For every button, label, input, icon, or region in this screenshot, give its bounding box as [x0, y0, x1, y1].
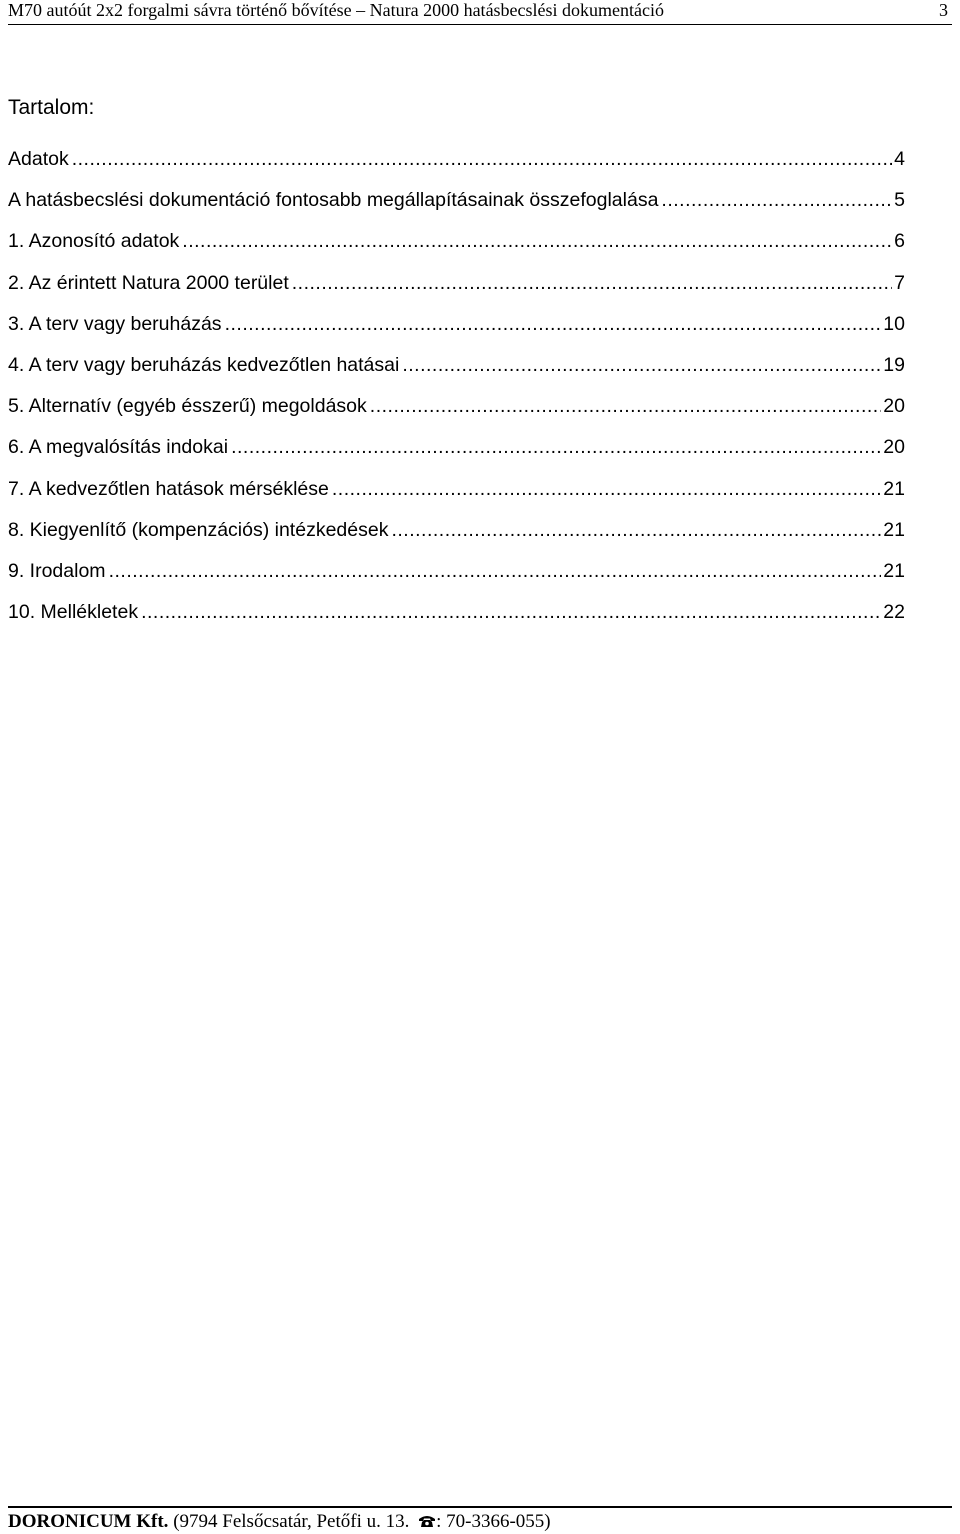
toc-leader-dots	[225, 313, 882, 336]
telephone-icon	[418, 1512, 436, 1526]
company-name: DORONICUM Kft.	[8, 1511, 169, 1532]
toc-entry-label: 10. Mellékletek	[8, 601, 139, 624]
toc-entry-page: 7	[894, 271, 905, 294]
toc-entry-page: 21	[883, 477, 905, 500]
toc-entry[interactable]	[8, 354, 905, 395]
toc-leader-dots	[182, 230, 892, 253]
toc-entry[interactable]	[8, 230, 905, 271]
toc-entry-label: 2. Az érintett Natura 2000 terület	[8, 271, 289, 294]
page-footer	[8, 1506, 952, 1533]
table-of-contents	[8, 148, 905, 642]
toc-entry[interactable]	[8, 189, 905, 230]
toc-entry-label: 6. A megvalósítás indokai	[8, 436, 229, 459]
toc-leader-dots	[292, 272, 892, 295]
toc-entry-page: 5	[894, 189, 905, 212]
toc-leader-dots	[332, 478, 881, 501]
toc-entry-label: 4. A terv vagy beruházás kedvezőtlen hatásai	[8, 353, 400, 376]
toc-entry-label: 8. Kiegyenlítő (kompenzációs) intézkedések	[8, 518, 389, 541]
toc-entry[interactable]	[8, 519, 905, 560]
company-address: (9794 Felsőcsatár, Petőfi u. 13.	[173, 1511, 410, 1532]
toc-entry-page: 21	[883, 559, 905, 582]
toc-entry[interactable]	[8, 395, 905, 436]
toc-entry-label: A hatásbecslési dokumentáció fontosabb megállapításainak összefoglalása	[8, 189, 659, 212]
toc-entry[interactable]	[8, 313, 905, 354]
toc-heading: Tartalom:	[8, 96, 95, 119]
toc-entry-label: 5. Alternatív (egyéb ésszerű) megoldások	[8, 395, 367, 418]
toc-leader-dots	[141, 601, 881, 624]
toc-entry-label: 7. A kedvezőtlen hatások mérséklése	[8, 477, 329, 500]
toc-leader-dots	[72, 148, 892, 171]
toc-entry-page: 19	[883, 353, 905, 376]
toc-leader-dots	[109, 560, 882, 583]
company-phone: : 70-3366-055)	[436, 1511, 551, 1532]
toc-entry[interactable]	[8, 148, 905, 189]
toc-entry[interactable]	[8, 601, 905, 642]
page-number: 3	[939, 0, 948, 20]
page-header	[8, 0, 952, 25]
toc-entry[interactable]	[8, 478, 905, 519]
toc-entry-label: Adatok	[8, 148, 69, 170]
document-title: M70 autóút 2x2 forgalmi sávra történő bővítése – Natura 2000 hatásbecslési dokumentáció	[8, 0, 665, 20]
toc-entry-page: 20	[883, 436, 905, 459]
toc-entry[interactable]	[8, 436, 905, 477]
toc-entry-page: 4	[894, 148, 905, 170]
toc-leader-dots	[370, 395, 882, 418]
toc-leader-dots	[231, 436, 881, 459]
toc-entry-page: 22	[883, 601, 905, 624]
toc-leader-dots	[402, 354, 881, 377]
toc-entry-page: 10	[883, 312, 905, 335]
toc-entry-label: 9. Irodalom	[8, 559, 106, 582]
toc-entry-page: 21	[883, 518, 905, 541]
toc-entry-label: 1. Azonosító adatok	[8, 230, 180, 253]
toc-entry-page: 20	[883, 395, 905, 418]
toc-leader-dots	[391, 519, 881, 542]
toc-entry-page: 6	[894, 230, 905, 253]
toc-leader-dots	[661, 189, 892, 212]
toc-entry-label: 3. A terv vagy beruházás	[8, 312, 222, 335]
toc-entry[interactable]	[8, 272, 905, 313]
toc-entry[interactable]	[8, 560, 905, 601]
